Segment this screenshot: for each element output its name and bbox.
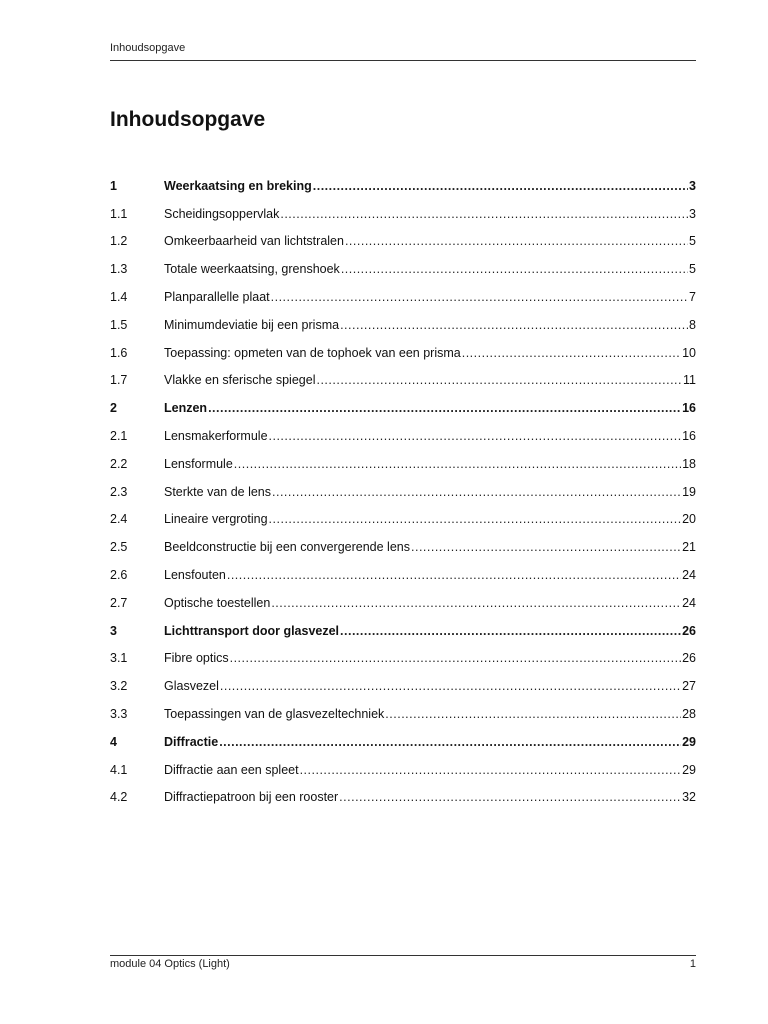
toc-section-entry[interactable] xyxy=(110,422,696,450)
toc-entry-title: Lineaire vergroting xyxy=(164,512,268,527)
toc-entry-page: 32 xyxy=(682,790,696,805)
toc-entry-number: 4.1 xyxy=(110,762,128,777)
toc-entry-title: Scheidingsoppervlak xyxy=(164,206,280,221)
toc-entry-number: 3.3 xyxy=(110,707,128,722)
toc-section-entry[interactable] xyxy=(110,228,696,256)
toc-entry-number: 1 xyxy=(110,178,117,193)
toc-entry-number: 4 xyxy=(110,734,117,749)
toc-entry-number: 1.3 xyxy=(110,262,128,277)
toc-entry-page: 19 xyxy=(682,484,696,499)
toc-dot-leader xyxy=(280,207,688,221)
toc-entry-number: 1.5 xyxy=(110,317,128,332)
toc-section-entry[interactable] xyxy=(110,645,696,673)
toc-dot-leader xyxy=(339,790,681,804)
toc-entry-title: Toepassing: opmeten van de tophoek van een prisma xyxy=(164,345,461,360)
toc-entry-page: 24 xyxy=(682,568,696,583)
toc-dot-leader xyxy=(341,262,688,276)
page-title: Inhoudsopgave xyxy=(110,108,266,131)
toc-entry-title: Omkeerbaarheid van lichtstralen xyxy=(164,234,344,249)
footer-page-number: 1 xyxy=(689,958,696,970)
toc-section-entry[interactable] xyxy=(110,478,696,506)
toc-entry-title: Vlakke en sferische spiegel xyxy=(164,373,316,388)
toc-section-entry[interactable] xyxy=(110,339,696,367)
toc-entry-number: 3.1 xyxy=(110,651,128,666)
toc-entry-number: 1.1 xyxy=(110,206,128,221)
toc-entry-number: 4.2 xyxy=(110,790,128,805)
toc-dot-leader xyxy=(411,540,681,554)
toc-section-entry[interactable] xyxy=(110,589,696,617)
toc-section-entry[interactable] xyxy=(110,756,696,784)
toc-dot-leader xyxy=(271,596,681,610)
toc-entry-page: 29 xyxy=(682,762,696,777)
toc-dot-leader xyxy=(340,318,688,332)
toc-entry-page: 7 xyxy=(689,290,696,305)
toc-section-entry[interactable] xyxy=(110,311,696,339)
toc-section-entry[interactable] xyxy=(110,561,696,589)
toc-section-entry[interactable] xyxy=(110,672,696,700)
toc-entry-number: 2.2 xyxy=(110,456,128,471)
header-divider xyxy=(110,60,696,61)
toc-entry-title: Lensfouten xyxy=(164,568,226,583)
toc-entry-number: 2.3 xyxy=(110,484,128,499)
toc-entry-page: 16 xyxy=(682,401,696,416)
toc-section-entry[interactable] xyxy=(110,367,696,395)
toc-entry-title: Weerkaatsing en breking xyxy=(164,178,312,193)
toc-chapter-entry[interactable] xyxy=(110,394,696,422)
toc-entry-number: 2.7 xyxy=(110,595,128,610)
toc-entry-title: Optische toestellen xyxy=(164,595,271,610)
running-header: Inhoudsopgave xyxy=(110,42,186,54)
toc-dot-leader xyxy=(220,679,681,693)
toc-entry-number: 1.7 xyxy=(110,373,128,388)
toc-section-entry[interactable] xyxy=(110,784,696,812)
toc-entry-number: 2.6 xyxy=(110,568,128,583)
toc-entry-page: 26 xyxy=(682,623,696,638)
toc-entry-page: 3 xyxy=(689,206,696,221)
toc-entry-number: 1.2 xyxy=(110,234,128,249)
toc-entry-number: 2.1 xyxy=(110,429,128,444)
toc-dot-leader xyxy=(269,429,682,443)
toc-entry-title: Diffractie xyxy=(164,734,219,749)
toc-dot-leader xyxy=(269,512,682,526)
toc-entry-page: 16 xyxy=(682,429,696,444)
toc-dot-leader xyxy=(385,707,681,721)
toc-entry-number: 2.5 xyxy=(110,540,128,555)
toc-entry-page: 21 xyxy=(682,540,696,555)
toc-entry-title: Glasvezel xyxy=(164,679,219,694)
toc-entry-page: 29 xyxy=(682,734,696,749)
toc-section-entry[interactable] xyxy=(110,200,696,228)
toc-dot-leader xyxy=(234,457,681,471)
toc-entry-number: 1.4 xyxy=(110,290,128,305)
toc-entry-page: 26 xyxy=(682,651,696,666)
toc-dot-leader xyxy=(271,290,688,304)
toc-entry-page: 5 xyxy=(689,234,696,249)
toc-entry-title: Totale weerkaatsing, grenshoek xyxy=(164,262,340,277)
toc-entry-page: 18 xyxy=(682,456,696,471)
toc-section-entry[interactable] xyxy=(110,255,696,283)
toc-entry-title: Lensmakerformule xyxy=(164,429,268,444)
toc-section-entry[interactable] xyxy=(110,283,696,311)
toc-dot-leader xyxy=(313,179,688,193)
toc-entry-page: 24 xyxy=(682,595,696,610)
toc-entry-page: 3 xyxy=(689,178,696,193)
toc-entry-number: 3 xyxy=(110,623,117,638)
toc-entry-page: 10 xyxy=(682,345,696,360)
toc-entry-title: Fibre optics xyxy=(164,651,229,666)
toc-dot-leader xyxy=(227,568,681,582)
toc-section-entry[interactable] xyxy=(110,533,696,561)
toc-entry-title: Diffractiepatroon bij een rooster xyxy=(164,790,339,805)
toc-dot-leader xyxy=(230,651,681,665)
toc-entry-title: Sterkte van de lens xyxy=(164,484,272,499)
toc-dot-leader xyxy=(300,763,682,777)
toc-dot-leader xyxy=(316,373,682,387)
toc-entry-page: 8 xyxy=(689,317,696,332)
toc-section-entry[interactable] xyxy=(110,506,696,534)
toc-entry-page: 20 xyxy=(682,512,696,527)
toc-entry-page: 28 xyxy=(682,707,696,722)
toc-entry-title: Beeldconstructie bij een convergerende lens xyxy=(164,540,410,555)
toc-entry-page: 27 xyxy=(682,679,696,694)
toc-chapter-entry[interactable] xyxy=(110,617,696,645)
toc-entry-title: Toepassingen van de glasvezeltechniek xyxy=(164,707,385,722)
toc-entry-number: 1.6 xyxy=(110,345,128,360)
toc-chapter-entry[interactable] xyxy=(110,728,696,756)
toc-entry-title: Lenzen xyxy=(164,401,208,416)
toc-dot-leader xyxy=(219,735,681,749)
toc-entry-number: 2.4 xyxy=(110,512,128,527)
toc-section-entry[interactable] xyxy=(110,450,696,478)
toc-dot-leader xyxy=(272,485,681,499)
toc-entry-page: 5 xyxy=(689,262,696,277)
toc-section-entry[interactable] xyxy=(110,700,696,728)
footer-divider xyxy=(110,955,696,956)
toc-dot-leader xyxy=(345,234,688,248)
toc-entry-number: 3.2 xyxy=(110,679,128,694)
footer-module-label: module 04 Optics (Light) xyxy=(110,958,230,970)
toc-dot-leader xyxy=(340,624,681,638)
toc-dot-leader xyxy=(208,401,681,415)
toc-entry-title: Planparallelle plaat xyxy=(164,290,270,305)
table-of-contents xyxy=(110,172,696,811)
toc-chapter-entry[interactable] xyxy=(110,172,696,200)
toc-entry-title: Minimumdeviatie bij een prisma xyxy=(164,317,340,332)
toc-dot-leader xyxy=(462,346,681,360)
toc-entry-title: Lensformule xyxy=(164,456,233,471)
toc-entry-title: Lichttransport door glasvezel xyxy=(164,623,340,638)
toc-entry-number: 2 xyxy=(110,401,117,416)
toc-entry-title: Diffractie aan een spleet xyxy=(164,762,299,777)
toc-entry-page: 11 xyxy=(683,373,696,388)
